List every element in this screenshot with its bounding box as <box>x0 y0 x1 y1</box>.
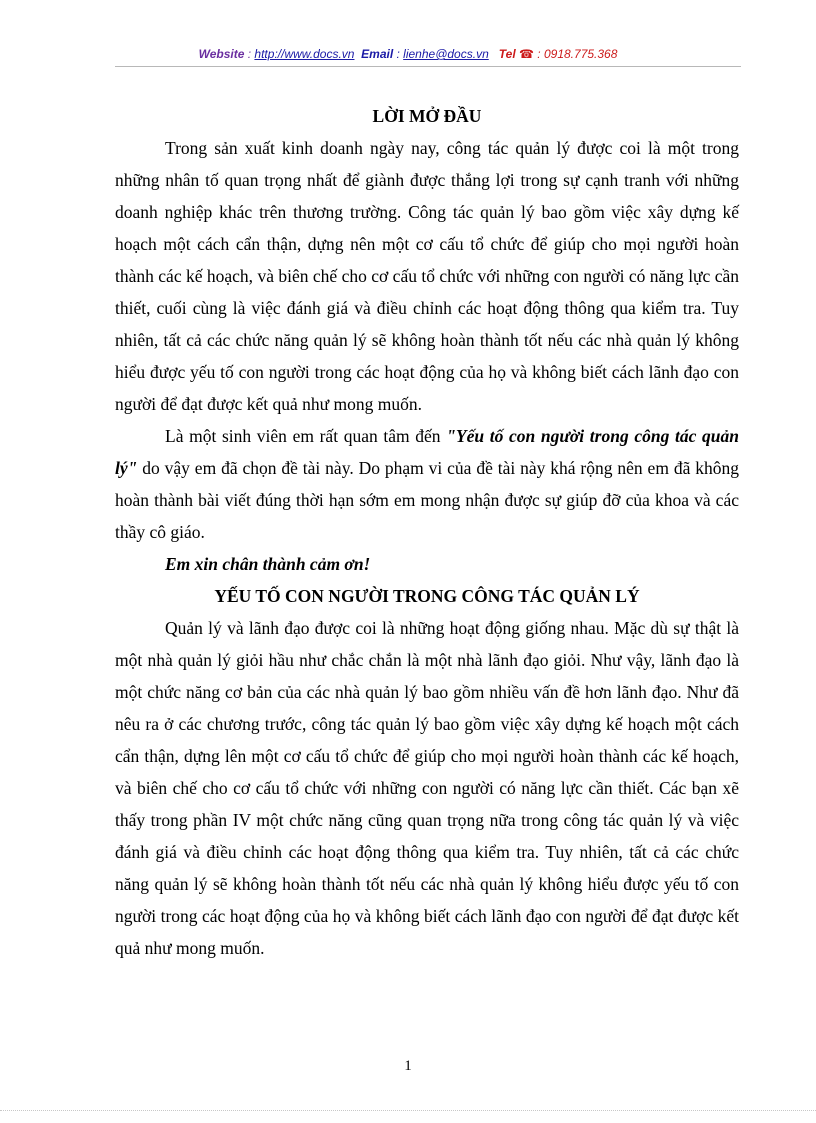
thanks-line: Em xin chân thành cảm ơn! <box>165 554 371 574</box>
page-number: 1 <box>404 1058 412 1074</box>
document-body <box>115 100 739 964</box>
phone-icon: ☎ <box>519 47 534 61</box>
header-divider <box>115 66 741 67</box>
page-header <box>0 47 816 61</box>
website-label: Website <box>198 47 245 61</box>
section-paragraph: Quản lý và lãnh đạo được coi là những hoạt động giống nhau. Mặc dù sự thật là một nhà quản lý giỏi hầu như chắc chắn là một nhà lãnh đạo giỏi. Như vậy, lãnh đạo là một chức năng cơ bản của các nhà quản lý bao gồm nhiều vấn đề hơn lãnh đạo. Như đã nêu ra ở các chương trước, công tác quản lý bao gồm việc xây dựng kế hoạch một cách cẩn thận, dựng lên một cơ cấu tổ chức để giúp cho mọi người hoàn thành các kế hoạch, và biên chế cho cơ cấu tổ chức với những con người có năng lực cần thiết. Các bạn xẽ thấy trong phần IV một chức năng cũng quan trọng nữa trong công tác quản lý và việc đánh giá và điều chỉnh các hoạt động thông qua kiểm tra. Tuy nhiên, tất cả các chức năng quản lý sẽ không hoàn thành tốt nếu các nhà quản lý không hiểu được yếu tố con người trong các hoạt động của họ và không biết cách lãnh đạo con người để đạt được kết quả như mong muốn. <box>115 618 739 958</box>
section-title: YẾU TỐ CON NGƯỜI TRONG CÔNG TÁC QUẢN LÝ <box>214 586 640 606</box>
intro-paragraph-topic <box>115 420 739 548</box>
intro-title: LỜI MỞ ĐẦU <box>372 106 482 126</box>
topic-title: "Yếu tố con người trong công tác quản lý" <box>115 426 739 478</box>
email-label: Email <box>361 47 394 61</box>
page-bottom-divider <box>0 1110 816 1111</box>
paragraph-text: do vậy em đã chọn đề tài này. Do phạm vi của đề tài này khá rộng nên em đã không hoàn thành bài viết đúng thời hạn sớm em mong nhận được sự giúp đỡ của khoa và các thầy cô giáo. <box>115 458 739 542</box>
intro-paragraph: Trong sản xuất kinh doanh ngày nay, công tác quản lý được coi là một trong những nhân tố quan trọng nhất để giành được thắng lợi trong sự cạnh tranh với những doanh nghiệp khác trên thương trường. Công tác quản lý bao gồm việc xây dựng kế hoạch một cách cẩn thận, dựng nên một cơ cấu tổ chức để giúp cho mọi người hoàn thành các kế hoạch, và biên chế cho cơ cấu tổ chức với những con người có năng lực cần thiết, cuối cùng là việc đánh giá và điều chỉnh các hoạt động thông qua kiểm tra. Tuy nhiên, tất cả các chức năng quản lý sẽ không hoàn thành tốt nếu các nhà quản lý không hiểu được yếu tố con người trong các hoạt động của họ và không biết cách lãnh đạo con người để đạt được kết quả như mong muốn. <box>115 138 739 414</box>
header-separator: : <box>533 47 544 61</box>
tel-label: Tel <box>498 47 516 61</box>
header-separator: : <box>244 47 255 61</box>
email-link[interactable]: lienhe@docs.vn <box>403 47 489 61</box>
header-separator: : <box>393 47 404 61</box>
phone-number: 0918.775.368 <box>543 47 618 61</box>
paragraph-text: Là một sinh viên em rất quan tâm đến <box>165 426 447 446</box>
website-link[interactable]: http://www.docs.vn <box>254 47 355 61</box>
